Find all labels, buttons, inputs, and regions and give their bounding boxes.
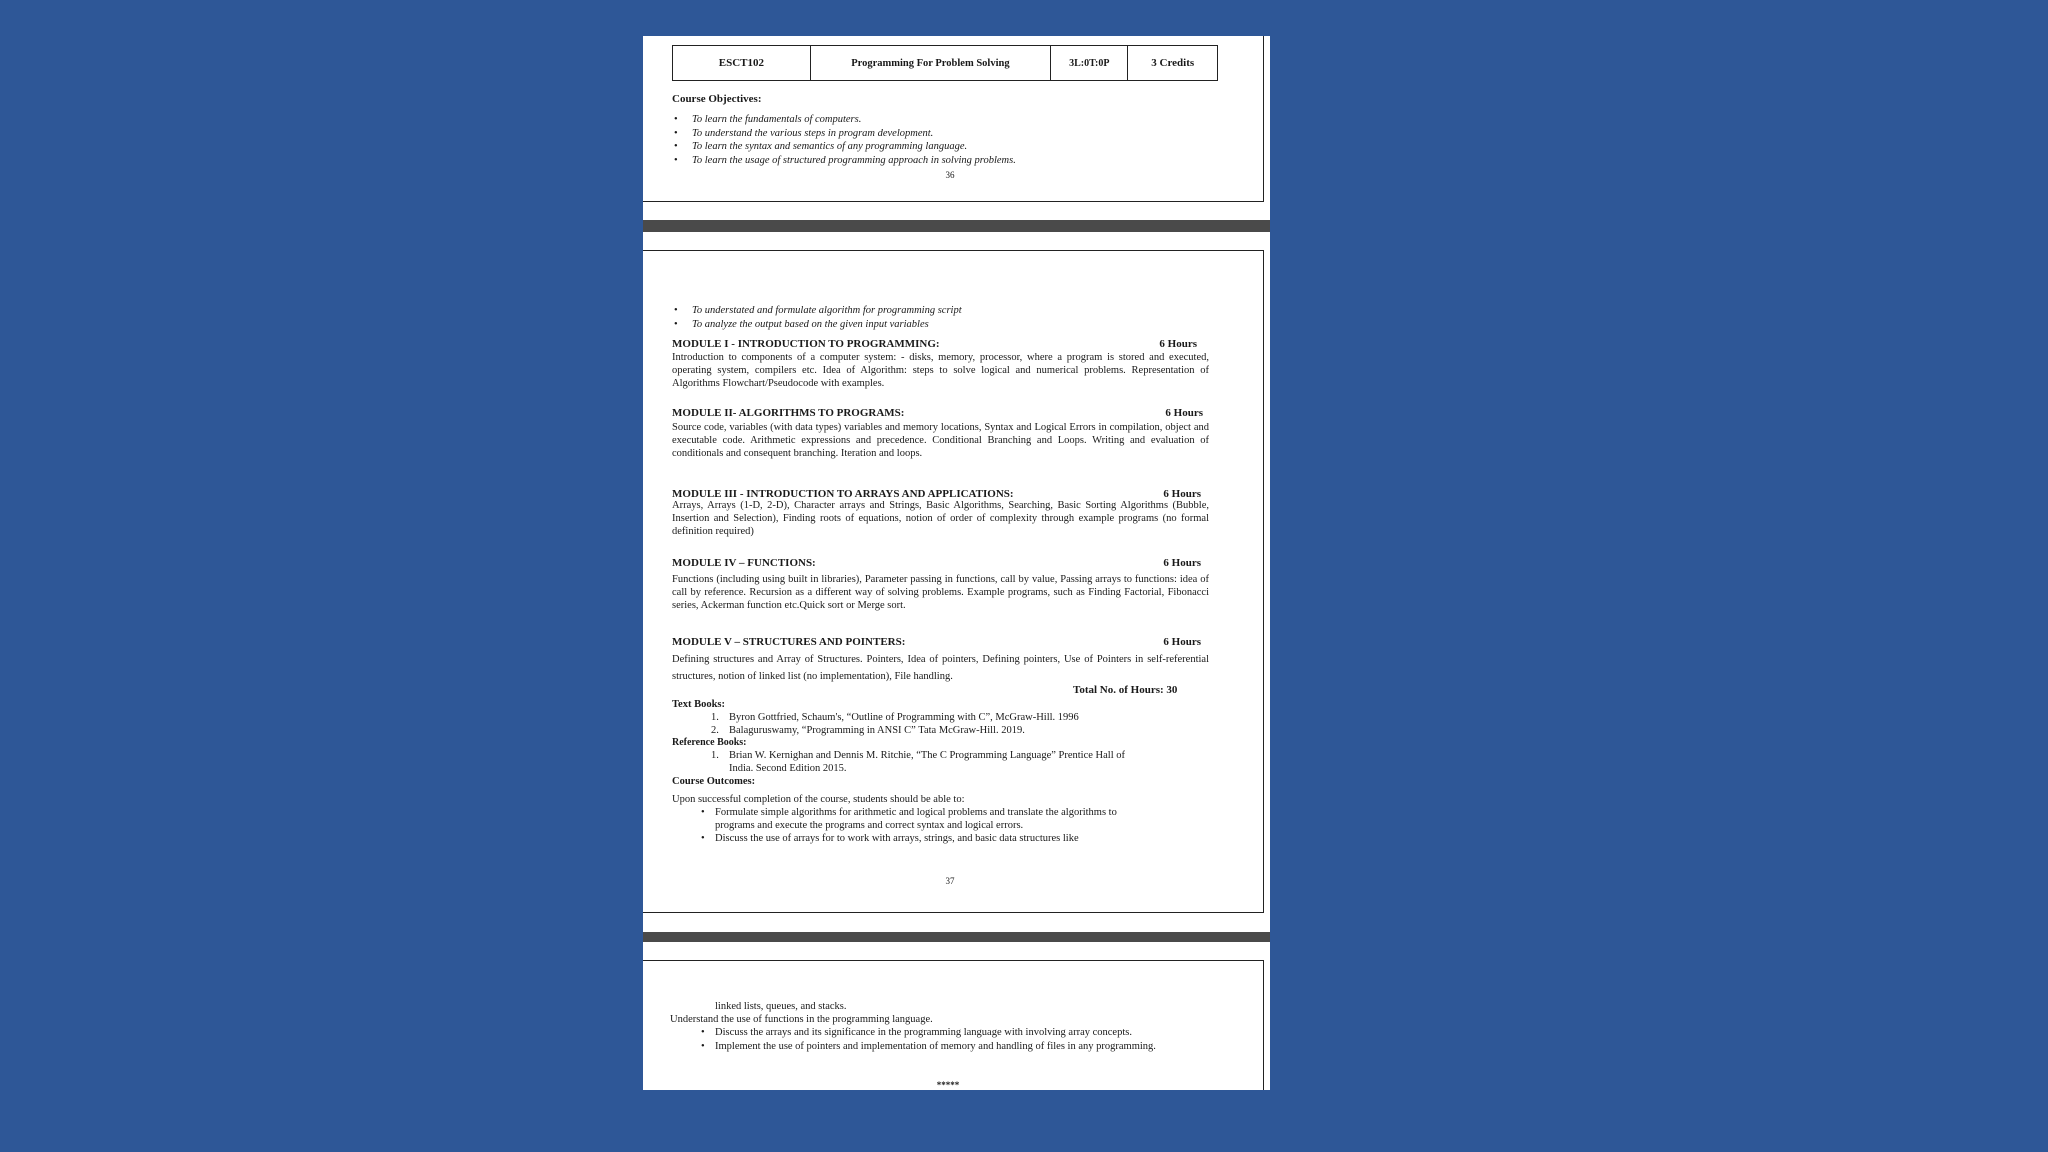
course-info-table <box>672 45 1218 81</box>
outcome-item: • Implement the use of pointers and implementation of memory and handling of files in any programming. <box>699 1041 1195 1054</box>
page-number: 37 <box>945 876 955 886</box>
module-4-text: Functions (including using built in libraries), Parameter passing in functions, call by value, Passing arrays to functions: idea of call by reference. Recursion as a different way of solving problems. Example programs, such as Finding Factorial, Fibonacci series, Ackerman function etc.Quick sort or Merge sort. <box>672 574 1209 612</box>
module-4-heading <box>672 557 1209 570</box>
objective-item: • To learn the usage of structured programming approach in solving problems. <box>672 154 1016 168</box>
objectives-list-cont <box>672 304 962 331</box>
outcome-continuation: linked lists, queues, and stacks. <box>715 1001 847 1012</box>
outcomes-list-cont <box>699 1027 1189 1054</box>
module-title: MODULE II- ALGORITHMS TO PROGRAMS: <box>672 407 905 419</box>
outcomes-intro: Upon successful completion of the course, students should be able to: <box>672 794 965 805</box>
outcomes-heading: Course Outcomes: <box>672 776 756 787</box>
text-books-list <box>711 711 1079 738</box>
objective-item: • To analyze the output based on the given input variables <box>672 318 962 332</box>
module-hours: 6 Hours <box>1163 557 1201 569</box>
reference-book-item: 1. Brian W. Kernighan and Dennis M. Ritchie, “The C Programming Language” Prentice Hall of India. Second Edition 2015. <box>711 750 1125 775</box>
module-title: MODULE III - INTRODUCTION TO ARRAYS AND APPLICATIONS: <box>672 488 1014 500</box>
page-38 <box>643 942 1270 1090</box>
module-hours: 6 Hours <box>1163 488 1201 500</box>
reference-books-list <box>711 749 1131 776</box>
course-title: Programming For Problem Solving <box>810 46 1050 81</box>
module-2-text: Source code, variables (with data types) variables and memory locations, Syntax and Logical Errors in compilation, object and executable code. Arithmetic expressions and precedence. Conditional Branching and Loops. Writing and evaluation of conditionals and consequent branching. Iteration and loops. <box>672 422 1209 460</box>
end-mark: ***** <box>936 1080 960 1090</box>
objective-item: • To learn the syntax and semantics of any programming language. <box>672 140 1016 154</box>
page-36 <box>643 36 1270 220</box>
module-1-heading <box>672 338 1209 351</box>
outcome-item: • Discuss the use of arrays for to work with arrays, strings, and basic data structures like <box>699 833 1209 846</box>
module-5-heading <box>672 636 1209 649</box>
module-title: MODULE IV – FUNCTIONS: <box>672 557 816 569</box>
outcome-item: • Discuss the arrays and its significance in the programming language with involving array concepts. <box>699 1027 1185 1040</box>
reference-books-heading: Reference Books: <box>672 737 747 748</box>
objectives-heading: Course Objectives: <box>672 93 762 105</box>
text-book-item: 1. Byron Gottfried, Schaum's, “Outline of Programming with C”, McGraw-Hill. 1996 <box>711 712 1079 723</box>
document-viewer[interactable] <box>643 36 1270 1090</box>
module-title: MODULE I - INTRODUCTION TO PROGRAMMING: <box>672 338 940 350</box>
module-hours: 6 Hours <box>1163 636 1201 648</box>
objectives-list <box>672 113 1016 167</box>
outcome-functions: Understand the use of functions in the programming language. <box>670 1014 933 1025</box>
course-code: ESCT102 <box>673 46 811 81</box>
objective-item: • To understated and formulate algorithm for programming script <box>672 304 962 318</box>
text-book-item: 2. Balaguruswamy, “Programming in ANSI C” Tata McGraw-Hill. 2019. <box>711 725 1025 737</box>
module-5-text: Defining structures and Array of Structures. Pointers, Idea of pointers, Defining pointers, Use of Pointers in self-referential structures, notion of linked list (no implementation), File handling. <box>672 654 1209 682</box>
outcomes-list <box>699 807 1209 845</box>
module-hours: 6 Hours <box>1159 338 1197 350</box>
page-number: 36 <box>945 170 955 180</box>
objective-item: • To learn the fundamentals of computers. <box>672 113 1016 127</box>
total-hours: Total No. of Hours: 30 <box>1073 684 1178 696</box>
module-1-text: Introduction to components of a computer system: - disks, memory, processor, where a program is stored and executed, operating system, compilers etc. Idea of Algorithm: steps to solve logical and numerical problems. Representation of Algorithms Flowchart/Pseudocode with examples. <box>672 352 1209 390</box>
outcome-item: • Formulate simple algorithms for arithmetic and logical problems and translate the algorithms to programs and execute the programs and correct syntax and logical errors. <box>699 807 1155 833</box>
objective-item: • To understand the various steps in program development. <box>672 127 1016 141</box>
page-37 <box>643 232 1270 932</box>
module-2-heading <box>672 407 1209 420</box>
module-3-text: Arrays, Arrays (1-D, 2-D), Character arrays and Strings, Basic Algorithms, Searching, Basic Sorting Algorithms (Bubble, Insertion and Selection), Finding roots of equations, notion of order of complexity through example programs (no formal definition required) <box>672 500 1209 538</box>
course-ltp: 3L:0T:0P <box>1051 46 1128 81</box>
course-credits: 3 Credits <box>1128 46 1218 81</box>
text-books-heading: Text Books: <box>672 699 725 710</box>
module-title: MODULE V – STRUCTURES AND POINTERS: <box>672 636 906 648</box>
module-hours: 6 Hours <box>1165 407 1203 419</box>
